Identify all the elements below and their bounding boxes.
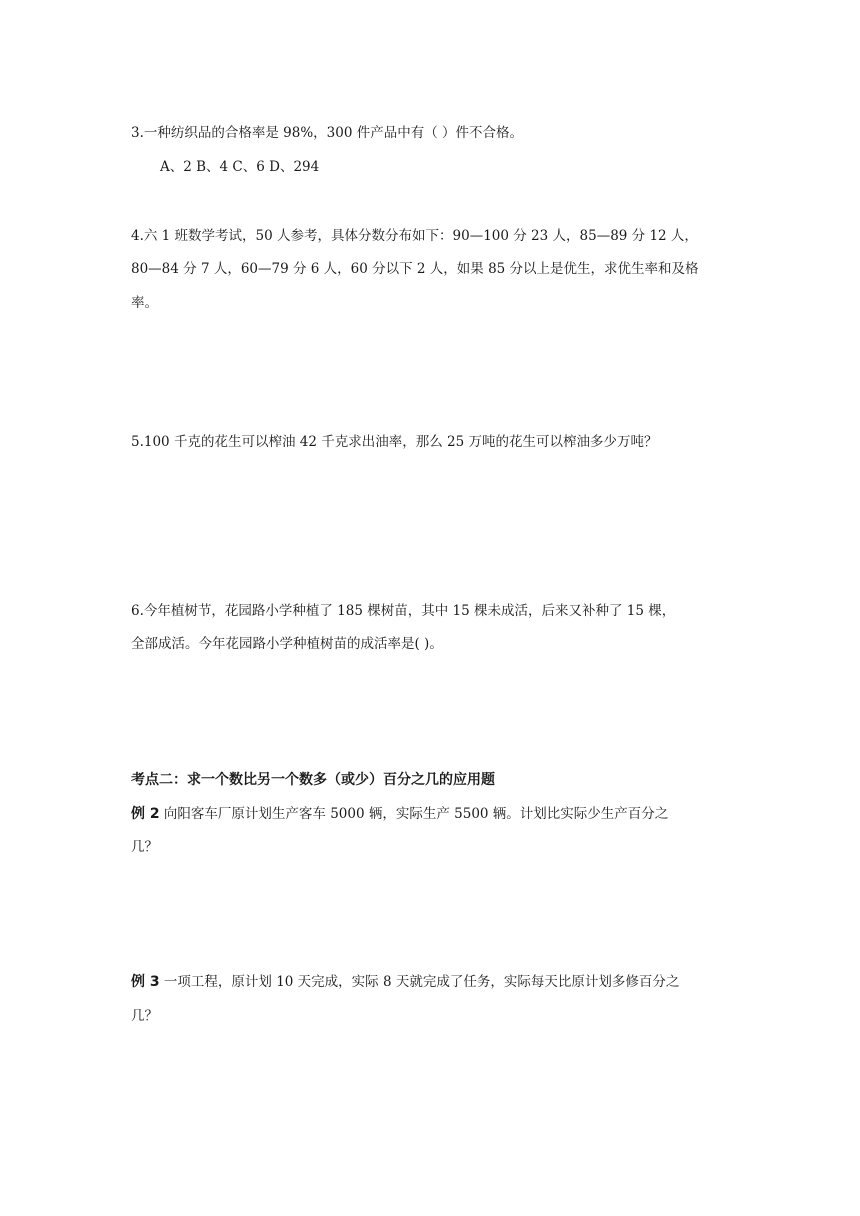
- question-4-line-2: 80—84 分 7 人，60—79 分 6 人，60 分以下 2 人，如果 85 分以上是优生，求优生率和及格: [131, 261, 699, 277]
- example-3-line-1: [131, 972, 679, 992]
- example-3-label: 例 3: [131, 974, 160, 990]
- question-3-text: 3.一种纺织品的合格率是 98%，300 件产品中有（ ）件不合格。: [131, 125, 524, 141]
- question-5-text: 5.100 千克的花生可以榨油 42 千克求出油率，那么 25 万吨的花生可以榨油多少万吨？: [131, 434, 658, 450]
- example-2-text: 向阳客车厂原计划生产客车 5000 辆，实际生产 5500 辆。计划比实际少生产百分之: [159, 806, 669, 822]
- example-2-line-2: 几？: [131, 839, 158, 855]
- question-4-line-3: 率。: [131, 295, 158, 311]
- question-4-line-1: 4.六 1 班数学考试，50 人参考，具体分数分布如下：90—100 分 23 人，85—89 分 12 人，: [131, 228, 698, 244]
- example-3-text: 一项工程，原计划 10 天完成，实际 8 天就完成了任务，实际每天比原计划多修百分之: [159, 974, 680, 990]
- question-6-line-1: 6.今年植树节，花园路小学种植了 185 棵树苗，其中 15 棵未成活，后来又补种了 15 棵，: [131, 603, 676, 619]
- question-6-line-2: 全部成活。今年花园路小学种植树苗的成活率是( )。: [131, 636, 443, 652]
- example-2-line-1: [131, 804, 668, 824]
- example-2-label: 例 2: [131, 806, 160, 822]
- question-3-options: A、2 B、4 C、6 D、294: [160, 159, 320, 175]
- section-heading: 考点二：求一个数比另一个数多（或少）百分之几的应用题: [131, 772, 495, 788]
- example-3-line-2: 几？: [131, 1008, 158, 1024]
